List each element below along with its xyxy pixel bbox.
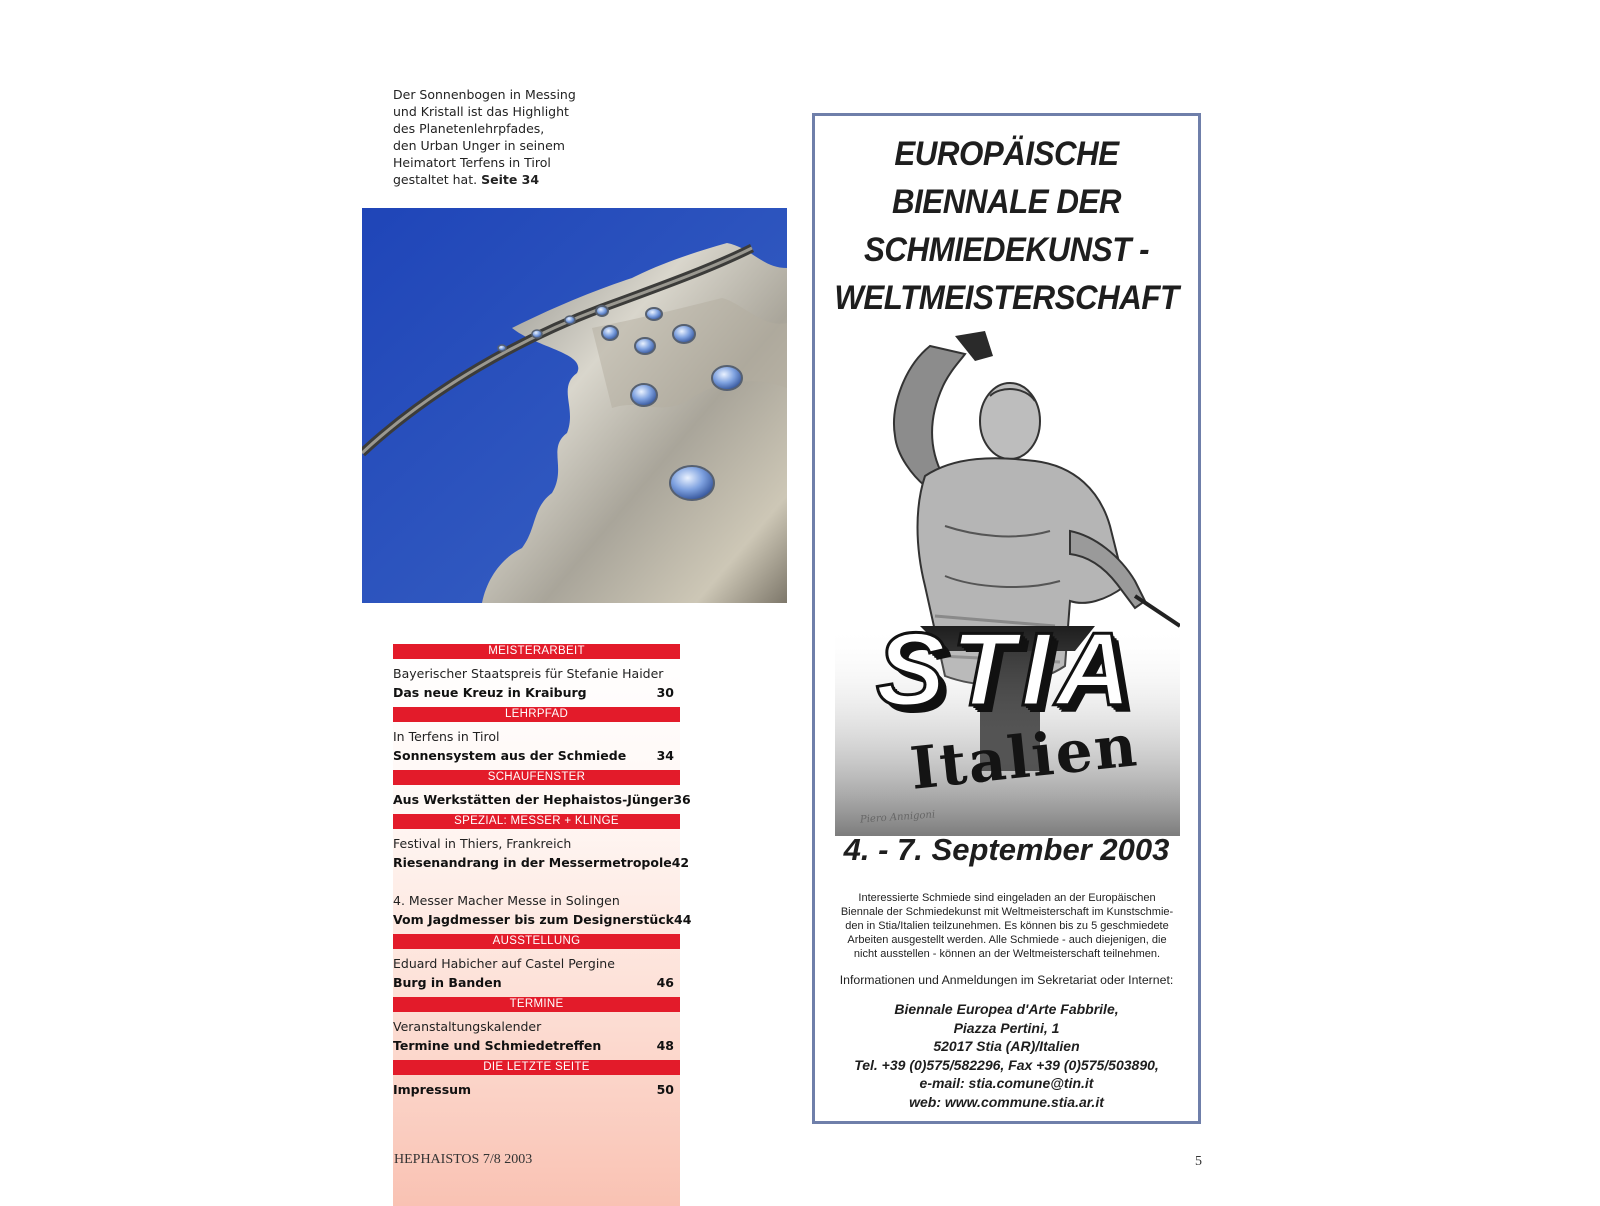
toc-entry-title: Riesenandrang in der Messermetropole	[393, 855, 672, 870]
toc-section-meisterarbeit	[393, 644, 680, 702]
website-address[interactable]: web: www.commune.stia.ar.it	[909, 1093, 1104, 1110]
toc-subtitle: Eduard Habicher auf Castel Pergine	[393, 956, 615, 971]
ad-headline-line: SCHMIEDEKUNST -	[863, 231, 1150, 269]
toc-heading: AUSSTELLUNG	[393, 934, 680, 949]
toc-heading: LEHRPFAD	[393, 707, 680, 722]
toc-entry[interactable]	[393, 683, 680, 702]
toc-page-number: 46	[656, 975, 674, 990]
toc-subtitle: Festival in Thiers, Frankreich	[393, 836, 572, 851]
italien-logo-text: Italien	[907, 711, 1142, 803]
caption-line: des Planetenlehrpfades,	[393, 121, 545, 136]
toc-page-number: 30	[656, 685, 674, 700]
toc-entry[interactable]	[393, 973, 680, 992]
address-line: Piazza Pertini, 1	[953, 1019, 1060, 1036]
table-of-contents	[393, 644, 692, 1206]
ad-headline-line: BIENNALE DER	[891, 183, 1122, 221]
toc-section-letzte-seite	[393, 1060, 680, 1099]
toc-subtitle: In Terfens in Tirol	[393, 729, 500, 744]
caption-line: Der Sonnenbogen in Messing	[393, 87, 576, 102]
sun-arc-sculpture-image	[362, 208, 787, 603]
toc-page-number: 50	[656, 1082, 674, 1097]
ad-description	[831, 891, 1183, 961]
toc-entry-title: Sonnensystem aus der Schmiede	[393, 748, 627, 763]
sun-arc-photo	[362, 208, 787, 603]
toc-subtitle: Veranstaltungskalender	[393, 1019, 542, 1034]
toc-entry-title: Vom Jagdmesser bis zum Designerstück	[393, 912, 674, 927]
toc-section-lehrpfad	[393, 707, 680, 765]
stia-logo-text: STIA	[876, 612, 1137, 728]
toc-entry[interactable]	[393, 1080, 680, 1099]
toc-entry-title: Impressum	[393, 1082, 472, 1097]
ad-contact-address	[815, 1000, 1198, 1111]
toc-entry[interactable]	[393, 746, 680, 765]
toc-section-ausstellung	[393, 934, 680, 992]
toc-page-number: 34	[656, 748, 674, 763]
photo-caption	[393, 86, 593, 188]
ad-info-line: Informationen und Anmeldungen im Sekretariat oder Internet:	[839, 973, 1174, 987]
toc-heading: DIE LETZTE SEITE	[393, 1060, 680, 1075]
toc-entry[interactable]	[393, 910, 692, 929]
toc-section-messe	[393, 891, 692, 929]
toc-entry-title: Termine und Schmiedetreffen	[393, 1038, 602, 1053]
address-line: Tel. +39 (0)575/582296, Fax +39 (0)575/503890,	[854, 1056, 1159, 1073]
toc-entry[interactable]	[393, 1036, 680, 1055]
ad-description-line: Interessierte Schmiede sind eingeladen an der Europäischen	[858, 892, 1156, 904]
event-date: 4. - 7. September 2003	[843, 832, 1170, 867]
caption-page-reference: Seite 34	[481, 172, 540, 187]
toc-section-spezial	[393, 814, 690, 872]
toc-section-termine	[393, 997, 680, 1055]
email-address[interactable]: e-mail: stia.comune@tin.it	[919, 1075, 1094, 1091]
toc-heading: TERMINE	[393, 997, 680, 1012]
toc-heading: MEISTERARBEIT	[393, 644, 680, 659]
caption-last-line-text: gestaltet hat.	[393, 172, 478, 187]
caption-line	[393, 171, 593, 188]
page-number: 5	[1195, 1154, 1202, 1169]
toc-page-number: 48	[656, 1038, 674, 1053]
toc-subtitle: Bayerischer Staatspreis für Stefanie Haider	[393, 666, 664, 681]
caption-line: und Kristall ist das Highlight	[393, 104, 569, 119]
ad-description-line: Arbeiten ausgestellt werden. Alle Schmiede - auch diejenigen, die	[847, 934, 1167, 946]
address-line: Biennale Europea d'Arte Fabbrile,	[894, 1001, 1119, 1017]
toc-entry-title: Das neue Kreuz in Kraiburg	[393, 685, 587, 700]
address-line: 52017 Stia (AR)/Italien	[933, 1038, 1080, 1054]
ad-description-line: den in Stia/Italien teilzunehmen. Es können bis zu 5 geschmiedete	[845, 920, 1169, 932]
toc-page-number: 44	[674, 912, 692, 927]
toc-subtitle: 4. Messer Macher Messe in Solingen	[393, 893, 620, 908]
ad-headline-line: WELTMEISTERSCHAFT	[834, 279, 1179, 317]
toc-heading: SCHAUFENSTER	[393, 770, 680, 785]
artist-signature: Piero Annigoni	[859, 809, 936, 826]
caption-line: Heimatort Terfens in Tirol	[393, 155, 551, 170]
toc-page-number: 36	[673, 792, 691, 807]
toc-page-number: 42	[671, 855, 690, 870]
toc-section-schaufenster	[393, 770, 691, 809]
ad-headline	[815, 130, 1198, 322]
toc-entry-title: Burg in Banden	[393, 975, 502, 990]
toc-heading: SPEZIAL: MESSER + KLINGE	[393, 814, 680, 829]
ad-description-line: nicht ausstellen - können an der Weltmeisterschaft teilnehmen.	[853, 948, 1161, 960]
biennale-advertisement	[812, 113, 1201, 1124]
toc-entry[interactable]	[393, 853, 690, 872]
caption-line: den Urban Unger in seinem	[393, 138, 565, 153]
toc-entry[interactable]	[393, 790, 691, 809]
toc-entry-title: Aus Werkstätten der Hephaistos-Jünger	[393, 792, 674, 807]
magazine-issue-footer: HEPHAISTOS 7/8 2003	[394, 1152, 533, 1167]
ad-headline-line: EUROPÄISCHE	[894, 135, 1119, 173]
ad-description-line: Biennale der Schmiedekunst mit Weltmeisterschaft im Kunstschmie-	[840, 906, 1174, 918]
